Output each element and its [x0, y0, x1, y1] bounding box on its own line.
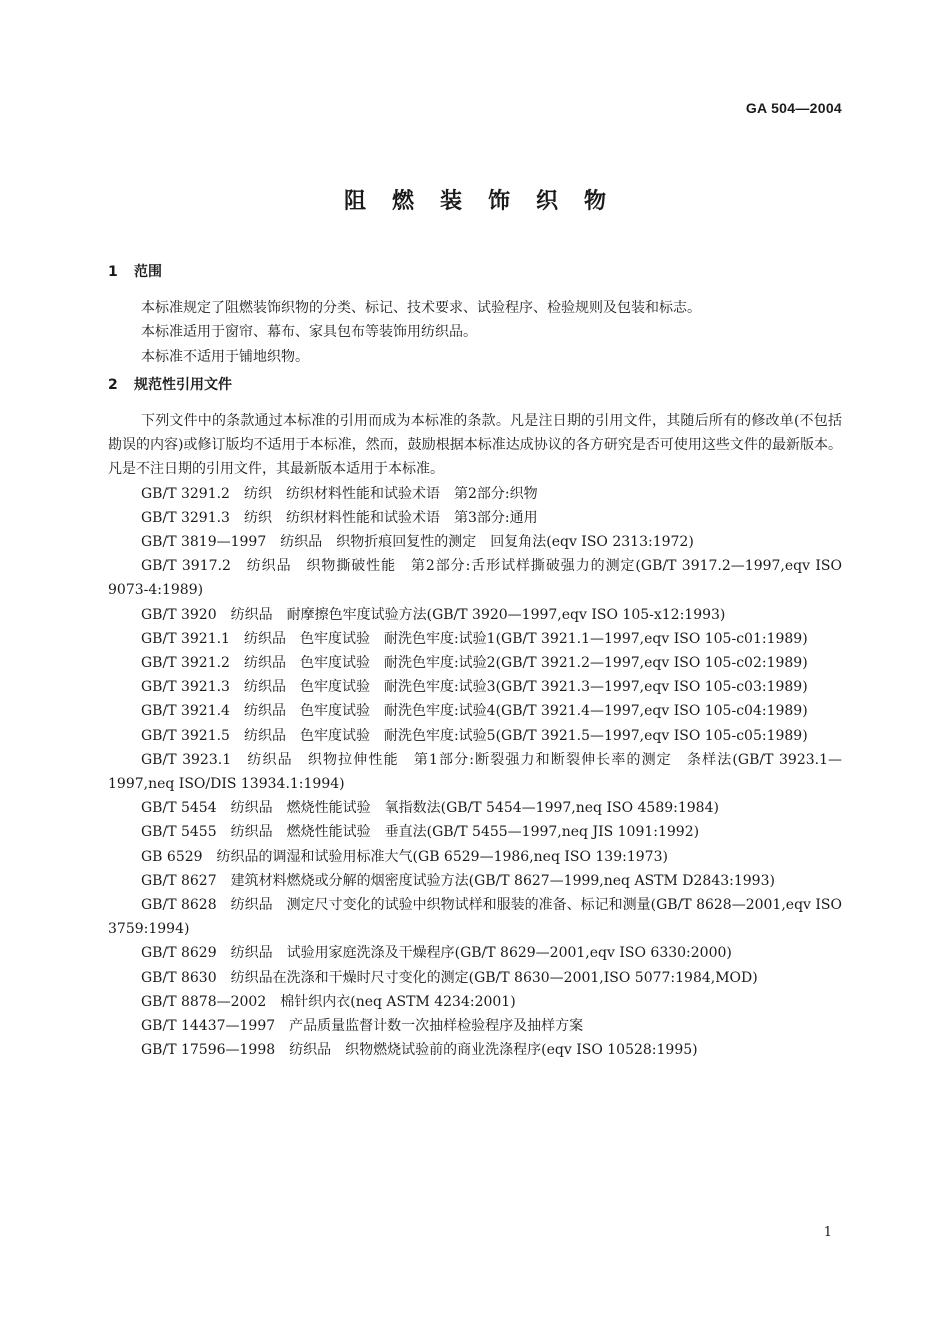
- reference-item: GB/T 8629 纺织品 试验用家庭洗涤及干燥程序(GB/T 8629—2001,eqv ISO 6330:2000): [141, 945, 732, 962]
- scope-paragraph: 本标准规定了阻燃装饰织物的分类、标记、技术要求、试验程序、检验规则及包装和标志。: [141, 300, 701, 317]
- reference-item: GB/T 5454 纺织品 燃烧性能试验 氧指数法(GB/T 5454—1997,neq ISO 4589:1984): [141, 800, 719, 817]
- reference-item: GB/T 8628 纺织品 测定尺寸变化的试验中织物试样和服装的准备、标记和测量(GB/T 8628—2001,eqv ISO 3759:1994): [108, 897, 842, 938]
- section-number: 1: [108, 264, 118, 280]
- standard-code: GA 504—2004: [745, 100, 842, 116]
- normative-refs-intro: 下列文件中的条款通过本标准的引用而成为本标准的条款。凡是注日期的引用文件，其随后所有的修改单(不包括勘误的内容)或修订版均不适用于本标准，然而，鼓励根据本标准达成协议的各方研究是否可使用这些文件的最新版本。凡是不注日期的引用文件，其最新版本适用于本标准。: [108, 413, 842, 478]
- section-heading-scope: [108, 260, 842, 284]
- reference-item: GB/T 8627 建筑材料燃烧或分解的烟密度试验方法(GB/T 8627—1999,neq ASTM D2843:1993): [141, 872, 775, 889]
- document-body: [108, 260, 842, 1063]
- reference-item: GB/T 8878—2002 棉针织内衣(neq ASTM 4234:2001): [141, 993, 516, 1010]
- reference-item: GB/T 3917.2 纺织品 织物撕破性能 第2部分:舌形试样撕破强力的测定(GB/T 3917.2—1997,eqv ISO 9073-4:1989): [108, 558, 842, 599]
- reference-item: GB 6529 纺织品的调湿和试验用标准大气(GB 6529—1986,neq ISO 139:1973): [141, 848, 668, 865]
- scope-paragraph: 本标准不适用于铺地织物。: [141, 348, 309, 365]
- page-number: 1: [823, 1225, 832, 1240]
- reference-item: GB/T 14437—1997 产品质量监督计数一次抽样检验程序及抽样方案: [141, 1018, 584, 1035]
- reference-item: GB/T 17596—1998 纺织品 织物燃烧试验前的商业洗涤程序(eqv ISO 10528:1995): [141, 1042, 698, 1059]
- section-title: 规范性引用文件: [134, 376, 232, 393]
- reference-item: GB/T 3921.2 纺织品 色牢度试验 耐洗色牢度:试验2(GB/T 3921.2—1997,eqv ISO 105-c02:1989): [141, 655, 808, 672]
- reference-item: GB/T 3921.3 纺织品 色牢度试验 耐洗色牢度:试验3(GB/T 3921.3—1997,eqv ISO 105-c03:1989): [141, 679, 808, 696]
- reference-item: GB/T 8630 纺织品在洗涤和干燥时尺寸变化的测定(GB/T 8630—2001,ISO 5077:1984,MOD): [141, 969, 758, 986]
- reference-item: GB/T 3921.5 纺织品 色牢度试验 耐洗色牢度:试验5(GB/T 3921.5—1997,eqv ISO 105-c05:1989): [141, 727, 808, 744]
- reference-item: GB/T 3920 纺织品 耐摩擦色牢度试验方法(GB/T 3920—1997,eqv ISO 105-x12:1993): [141, 606, 726, 623]
- section-number: 2: [108, 376, 118, 393]
- reference-item: GB/T 5455 纺织品 燃烧性能试验 垂直法(GB/T 5455—1997,neq JIS 1091:1992): [141, 824, 700, 841]
- reference-item: GB/T 3923.1 纺织品 织物拉伸性能 第1部分:断裂强力和断裂伸长率的测定 条样法(GB/T 3923.1—1997,neq ISO/DIS 13934.1:1994): [108, 751, 842, 793]
- reference-item: GB/T 3291.2 纺织 纺织材料性能和试验术语 第2部分:织物: [141, 485, 538, 502]
- reference-item: GB/T 3291.3 纺织 纺织材料性能和试验术语 第3部分:通用: [141, 509, 538, 526]
- scope-paragraph: 本标准适用于窗帘、幕布、家具包布等装饰用纺织品。: [141, 324, 477, 341]
- reference-item: GB/T 3921.4 纺织品 色牢度试验 耐洗色牢度:试验4(GB/T 3921.4—1997,eqv ISO 105-c04:1989): [141, 703, 808, 720]
- document-title: 阻燃装饰织物: [343, 189, 632, 214]
- reference-item: GB/T 3921.1 纺织品 色牢度试验 耐洗色牢度:试验1(GB/T 3921.1—1997,eqv ISO 105-c01:1989): [141, 630, 808, 647]
- reference-list: [108, 482, 842, 1063]
- reference-item: GB/T 3819—1997 纺织品 织物折痕回复性的测定 回复角法(eqv ISO 2313:1972): [141, 534, 694, 551]
- section-heading-normative-refs: [108, 373, 842, 397]
- section-title: 范围: [134, 264, 162, 280]
